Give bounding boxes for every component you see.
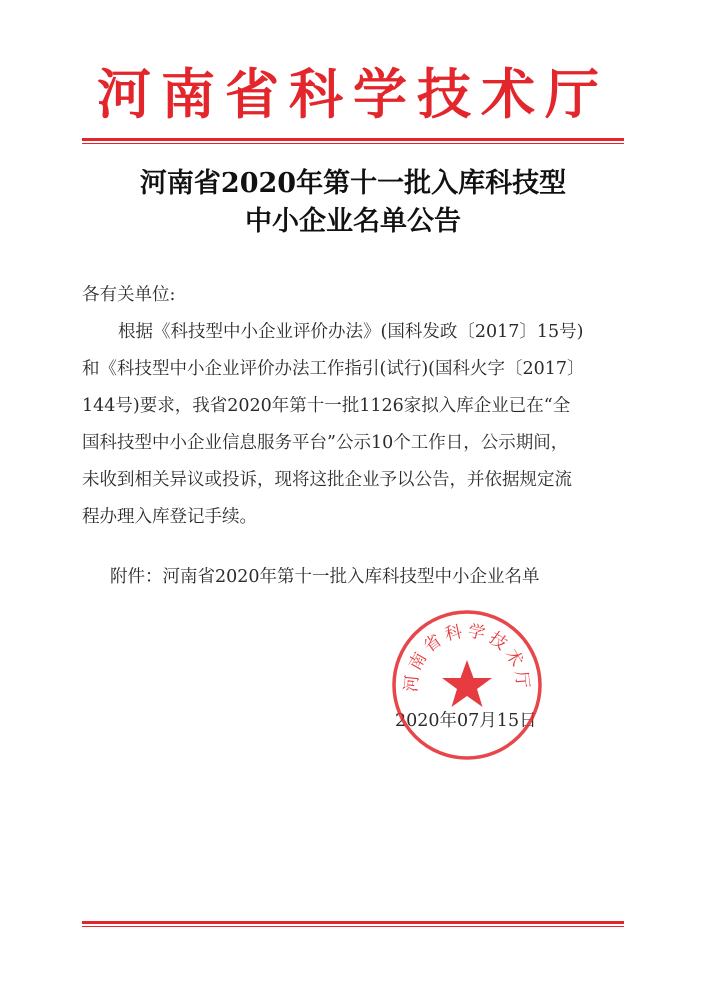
paragraph-line: 未收到相关异议或投诉，现将这批企业予以公告，并依据规定流 <box>82 470 572 490</box>
body-paragraph <box>82 314 627 536</box>
letterhead-rule-thick <box>82 138 624 141</box>
seal-text: 河南省科学技术厅 <box>401 621 533 694</box>
star-icon <box>442 660 492 707</box>
salutation: 各有关单位: <box>82 285 176 305</box>
footer-rule-thick <box>82 921 624 924</box>
agency-letterhead: 河南省科学技术厅 <box>97 62 609 126</box>
attachment-note: 附件：河南省2020年第十一批入库科技型中小企业名单 <box>110 567 540 587</box>
paragraph-line: 根据《科技型中小企业评价办法》(国科发政〔2017〕15号) <box>118 322 584 342</box>
footer-rule-thin <box>82 926 624 927</box>
paragraph-line: 和《科技型中小企业评价办法工作指引(试行)(国科火字〔2017〕 <box>82 359 585 379</box>
issue-date: 2020年07月15日 <box>395 711 537 731</box>
letterhead-rule-thin <box>82 143 624 144</box>
document-title-line-1: 河南省2020年第十一批入库科技型 <box>139 168 567 199</box>
document-title-line-2: 中小企业名单公告 <box>245 206 461 237</box>
paragraph-line: 144号)要求，我省2020年第十一批1126家拟入库企业已在“全 <box>82 396 571 416</box>
paragraph-line: 程办理入库登记手续。 <box>82 507 257 527</box>
official-seal <box>390 608 544 762</box>
paragraph-line: 国科技型中小企业信息服务平台”公示10个工作日，公示期间， <box>82 433 569 453</box>
